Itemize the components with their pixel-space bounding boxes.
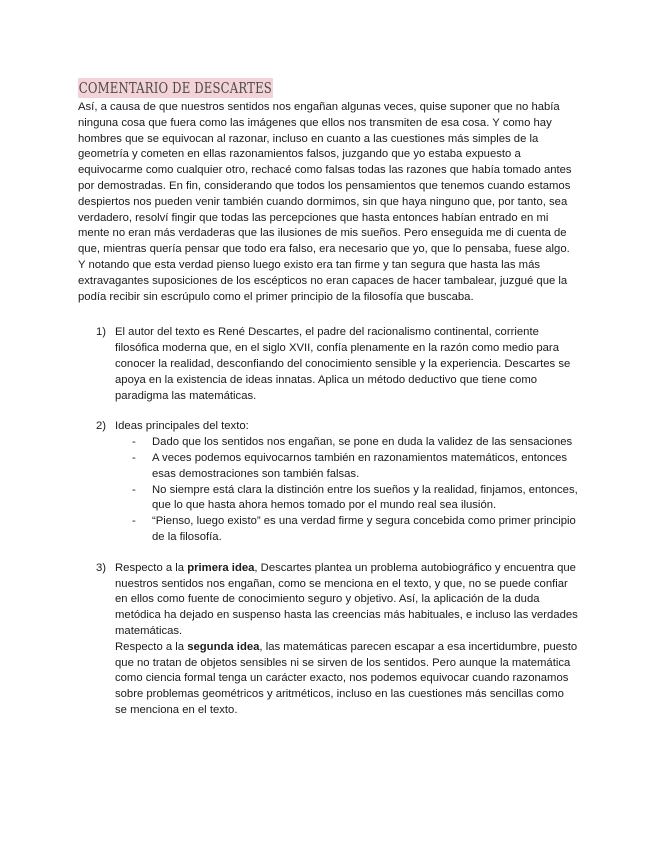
document-title: COMENTARIO DE DESCARTES (78, 79, 272, 97)
dash-marker: - (132, 515, 136, 528)
p2-text-start: Respecto a la (115, 640, 188, 653)
item-1-text: El autor del texto es René Descartes, el padre del racionalismo continental, corriente filosófica moderna que, en el siglo XVII, confía plenamente en la razón como medio para conocer la realidad, desconfiando del conocimiento sensible y la experiencia. Descartes se apoya en la existencia de ideas innatas. Aplica un método deductivo que tiene como paradigma las matemáticas. (115, 326, 571, 402)
dash-item-text: Dado que los sentidos nos engañan, se pone en duda la validez de las sensaciones (152, 436, 573, 449)
list-item-3 (78, 561, 578, 719)
quote-paragraph: Así, a causa de que nuestros sentidos nos engañan algunas veces, quise suponer que no había ninguna cosa que fuera como las imágenes que ellos nos transmiten de esa cosa. Y como hay hombres que se equivocan al razonar, incluso en cuanto a las cuestiones más simples de la geometría y cometen en ellas razonamientos falsos, juzgando que yo estaba expuesto a equivocarme como cualquier otro, rechacé como falsas todas las razones que había tomado antes por demostradas. En fin, considerando que todos los pensamientos que tenemos cuando estamos despiertos nos pueden venir también cuando dormimos, sin que haya ninguno que, por tanto, sea verdadero, resolví fingir que todas las percepciones que hasta entonces habían entrado en mi mente no eran más verdaderas que las ilusiones de mis sueños. Pero enseguida me di cuenta de que, mientras quería pensar que todo era falso, era necesario que yo, que lo pensaba, fuese algo. Y notando que esta verdad pienso luego existo era tan firme y tan segura que hasta las más extravagantes suposiciones de los escépticos no eran capaces de hacer tambalear, juzgué que la podía recibir sin escrúpulo como el primer principio de la filosofía que buscaba. (78, 101, 572, 303)
item-number-1: 1) (96, 326, 107, 339)
item-number-2: 2) (96, 420, 107, 433)
numbered-list (78, 325, 578, 718)
item-3-paragraph-1 (115, 561, 578, 640)
primera-idea-bold: primera idea (187, 561, 255, 574)
segunda-idea-bold: segunda idea (187, 640, 260, 653)
ideas-dash-list (115, 435, 578, 546)
dash-item-1 (115, 435, 578, 451)
p1-text-start: Respecto a la (115, 561, 188, 574)
dash-marker: - (132, 451, 136, 464)
dash-marker: - (132, 436, 136, 449)
list-item-2 (78, 419, 578, 545)
dash-item-2 (115, 451, 578, 483)
dash-item-text: “Pienso, luego existo” es una verdad firme y segura concebida como primer principio de la filosofía. (152, 515, 576, 543)
item-2-heading: Ideas principales del texto: (115, 420, 249, 433)
dash-marker: - (132, 483, 136, 496)
dash-item-3 (115, 483, 578, 515)
list-item-1 (78, 325, 578, 404)
p1-text-end: , Descartes plantea un problema autobiográfico y encuentra que nuestros sentidos nos engañan, como se menciona en el texto, y que, no se puede confiar en ellos como fuente de conocimiento seguro y objetivo. Así, la aplicación de la duda metódica ha dejado en suspenso hasta las creencias más habituales, e incluso las verdades matemáticas. (115, 561, 578, 637)
dash-item-4 (115, 514, 578, 546)
dash-item-text: A veces podemos equivocarnos también en razonamientos matemáticos, entonces esas demostraciones son también falsas. (152, 451, 568, 480)
dash-item-text: No siempre está clara la distinción entre los sueños y la realidad, finjamos, entonces, que lo que hasta ahora hemos tomado por el mundo real sea ilusión. (152, 483, 578, 512)
item-number-3: 3) (96, 561, 107, 574)
p2-text-end: , las matemáticas parecen escapar a esa incertidumbre, puesto que no tratan de objetos sensibles ni se sirven de los sentidos. Pero aunque la matemática como ciencia formal tenga un carácter exacto, nos podemos equivocar cuando razonamos sobre problemas geométricos y aritméticos, incluso en las cuestiones más sencillas como se menciona en el texto. (115, 640, 578, 716)
item-3-paragraph-2 (115, 640, 578, 719)
document-page (78, 78, 578, 734)
